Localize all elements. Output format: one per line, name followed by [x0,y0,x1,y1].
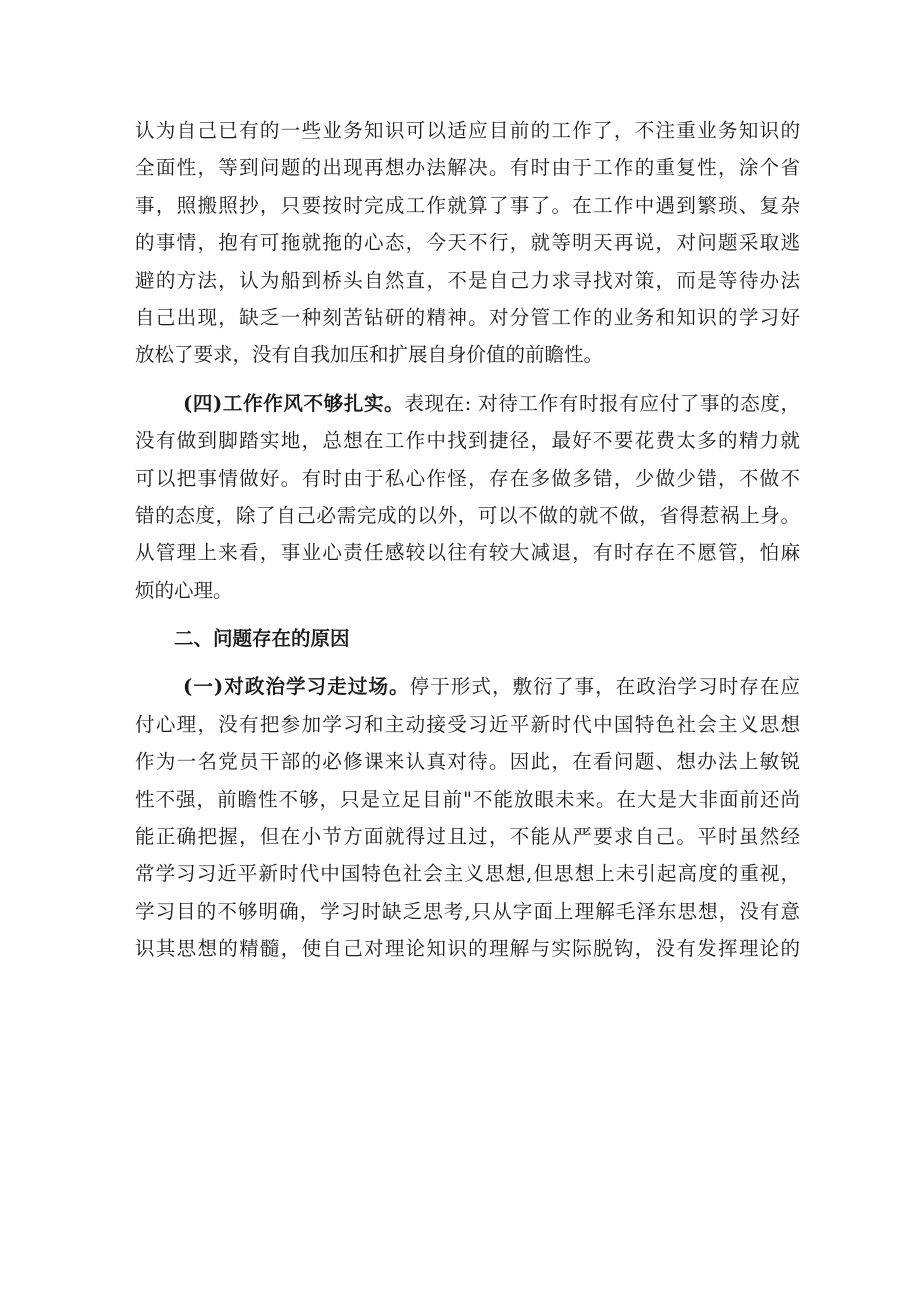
text-line: 识其思想的精髓，使自己对理论知识的理解与实际脱钩，没有发挥理论的 [135,937,800,961]
text-line: 没有做到脚踏实地，总想在工作中找到捷径，最好不要花费太多的精力就 [135,429,800,453]
text-line: 付心理，没有把参加学习和主动接受习近平新时代中国特色社会主义思想 [135,712,800,736]
text-line: 可以把事情做好。有时由于私心作怪，存在多做多错，少做少错，不做不 [135,466,800,490]
text-line: 放松了要求，没有自我加压和扩展自身价值的前瞻性。 [135,343,604,367]
paragraph-political-study [135,668,800,967]
text-line [135,668,800,705]
text-line: 认为自己已有的一些业务知识可以适应目前的工作了，不注重业务知识的 [135,119,800,142]
text-line: 常学习习近平新时代中国特色社会主义思想,但思想上未引起高度的重视， [135,862,800,886]
text-line: 的事情，抱有可拖就拖的心态，今天不行，就等明天再说，对问题采取逃 [135,231,800,255]
paragraph-work-style [135,385,800,609]
text-line: 避的方法，认为船到桥头自然直，不是自己力求寻找对策，而是等待办法 [135,268,800,292]
text-line: 学习目的不够明确，学习时缺乏思考,只从字面上理解毛泽东思想，没有意 [135,899,800,923]
text-line: 错的态度，除了自己必需完成的以外，可以不做的就不做，省得惹祸上身。 [135,503,800,527]
paragraph-first-line-rest: 表现在: 对待工作有时报有应付了事的态度， [404,391,801,415]
text-line: 作为一名党员干部的必修课来认真对待。因此，在看问题、想办法上敏锐 [135,750,800,774]
paragraph-lead: (四)工作作风不够扎实。 [183,391,405,415]
section-heading: 二、问题存在的原因 [174,627,350,651]
paragraph-work-knowledge [135,112,800,374]
text-line: 性不强，前瞻性不够，只是立足目前"不能放眼未来。在大是大非面前还尚 [135,787,800,811]
text-line: 事，照搬照抄，只要按时完成工作就算了事了。在工作中遇到繁琐、复杂 [135,193,800,217]
document-body [135,112,800,968]
text-line: 全面性，等到问题的出现再想办法解决。有时由于工作的重复性，涂个省 [135,156,800,180]
text-line: 能正确把握，但在小节方面就得过且过，不能从严要求自己。平时虽然经 [135,825,800,849]
paragraph-lead: (一)对政治学习走过场。 [183,675,410,699]
text-line: 从管理上来看，事业心责任感较以往有较大减退，有时存在不愿管，怕麻 [135,541,800,565]
text-line: 自己出现，缺乏一种刻苦钻研的精神。对分管工作的业务和知识的学习好 [135,305,800,329]
paragraph-first-line-rest: 停于形式，敷衍了事，在政治学习时存在应 [409,675,800,699]
text-line: 烦的心理。 [135,578,233,602]
text-line [135,385,800,422]
